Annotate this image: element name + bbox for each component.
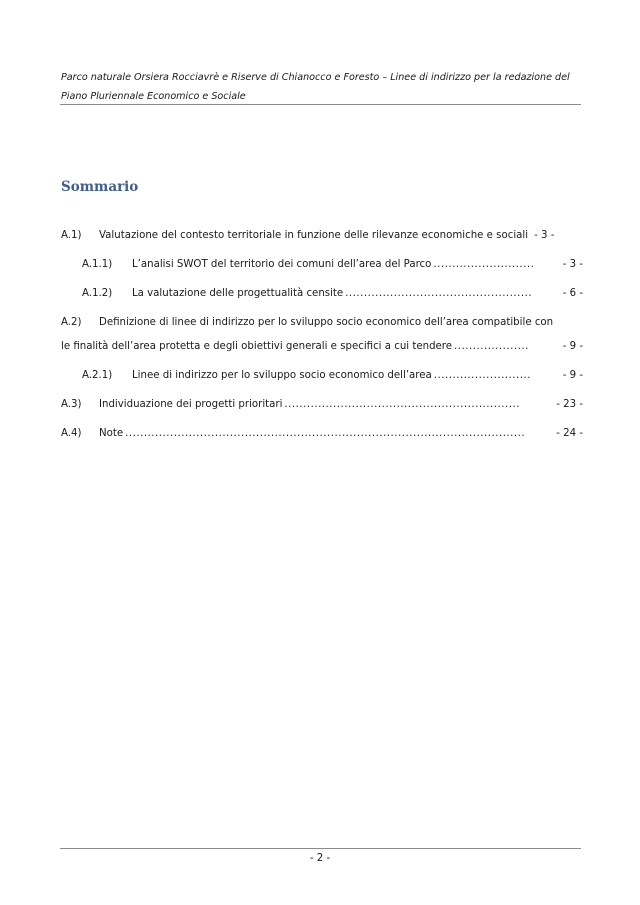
toc-entry-page: - 6 -: [562, 288, 583, 299]
page-number: - 2 -: [309, 853, 331, 864]
header-line-1: Parco naturale Orsiera Rocciavrè e Riserve di Chianocco e Foresto – Linee di indirizzo per la redazione del: [61, 72, 570, 83]
toc-entry[interactable]: [61, 230, 583, 255]
table-of-contents: [61, 226, 583, 453]
toc-entry-text: Individuazione dei progetti prioritari: [99, 399, 283, 410]
toc-entry[interactable]: [61, 428, 583, 453]
toc-entry-text-continued: le finalità dell’area protetta e degli obiettivi generali e specifici a cui tendere: [61, 341, 453, 352]
toc-entry[interactable]: [61, 259, 583, 284]
toc-entry-text: Linee di indirizzo per lo sviluppo socio economico dell’area: [132, 370, 432, 381]
toc-entry-number: A.1.1): [82, 259, 113, 270]
toc-leader-dots: ...............................................................: [284, 399, 520, 410]
toc-leader-dots: ....................: [454, 341, 529, 352]
toc-entry-text: La valutazione delle progettualità censite: [132, 288, 344, 299]
toc-entry-page: - 23 -: [556, 399, 583, 410]
toc-entry-text: Note: [99, 428, 124, 439]
toc-entry-number: A.2.1): [82, 370, 113, 381]
toc-entry-page: - 9 -: [562, 341, 583, 352]
toc-entry-text: Valutazione del contesto territoriale in funzione delle rilevanze economiche e sociali: [99, 230, 529, 241]
toc-leader-dots: ..........................: [433, 370, 531, 381]
toc-entry-number: A.4): [61, 428, 82, 439]
toc-entry-page: - 24 -: [556, 428, 583, 439]
toc-leader-dots: ...........................................................................................................: [125, 428, 526, 439]
header-line-2: Piano Pluriennale Economico e Sociale: [61, 91, 246, 102]
toc-entry[interactable]: [61, 399, 583, 424]
toc-title: Sommario: [61, 179, 139, 195]
toc-entry[interactable]: [61, 288, 583, 313]
toc-entry[interactable]: [61, 317, 583, 366]
toc-entry-text: L’analisi SWOT del territorio dei comuni dell’area del Parco: [132, 259, 432, 270]
toc-leader-dots: ...........................: [433, 259, 535, 270]
toc-entry-number: A.1): [61, 230, 82, 241]
toc-entry[interactable]: [61, 370, 583, 395]
toc-entry-page: - 9 -: [562, 370, 583, 381]
header-rule: [60, 104, 581, 105]
toc-leader-dots: ..................................................: [345, 288, 533, 299]
running-header: [61, 68, 581, 106]
toc-entry-page: - 3 -: [534, 230, 555, 241]
toc-entry-page: - 3 -: [562, 259, 583, 270]
toc-entry-number: A.2): [61, 317, 82, 328]
toc-entry-number: A.1.2): [82, 288, 113, 299]
footer-rule: [60, 848, 581, 849]
toc-entry-number: A.3): [61, 399, 82, 410]
toc-entry-text: Definizione di linee di indirizzo per lo sviluppo socio economico dell’area compatibile con: [99, 317, 554, 328]
